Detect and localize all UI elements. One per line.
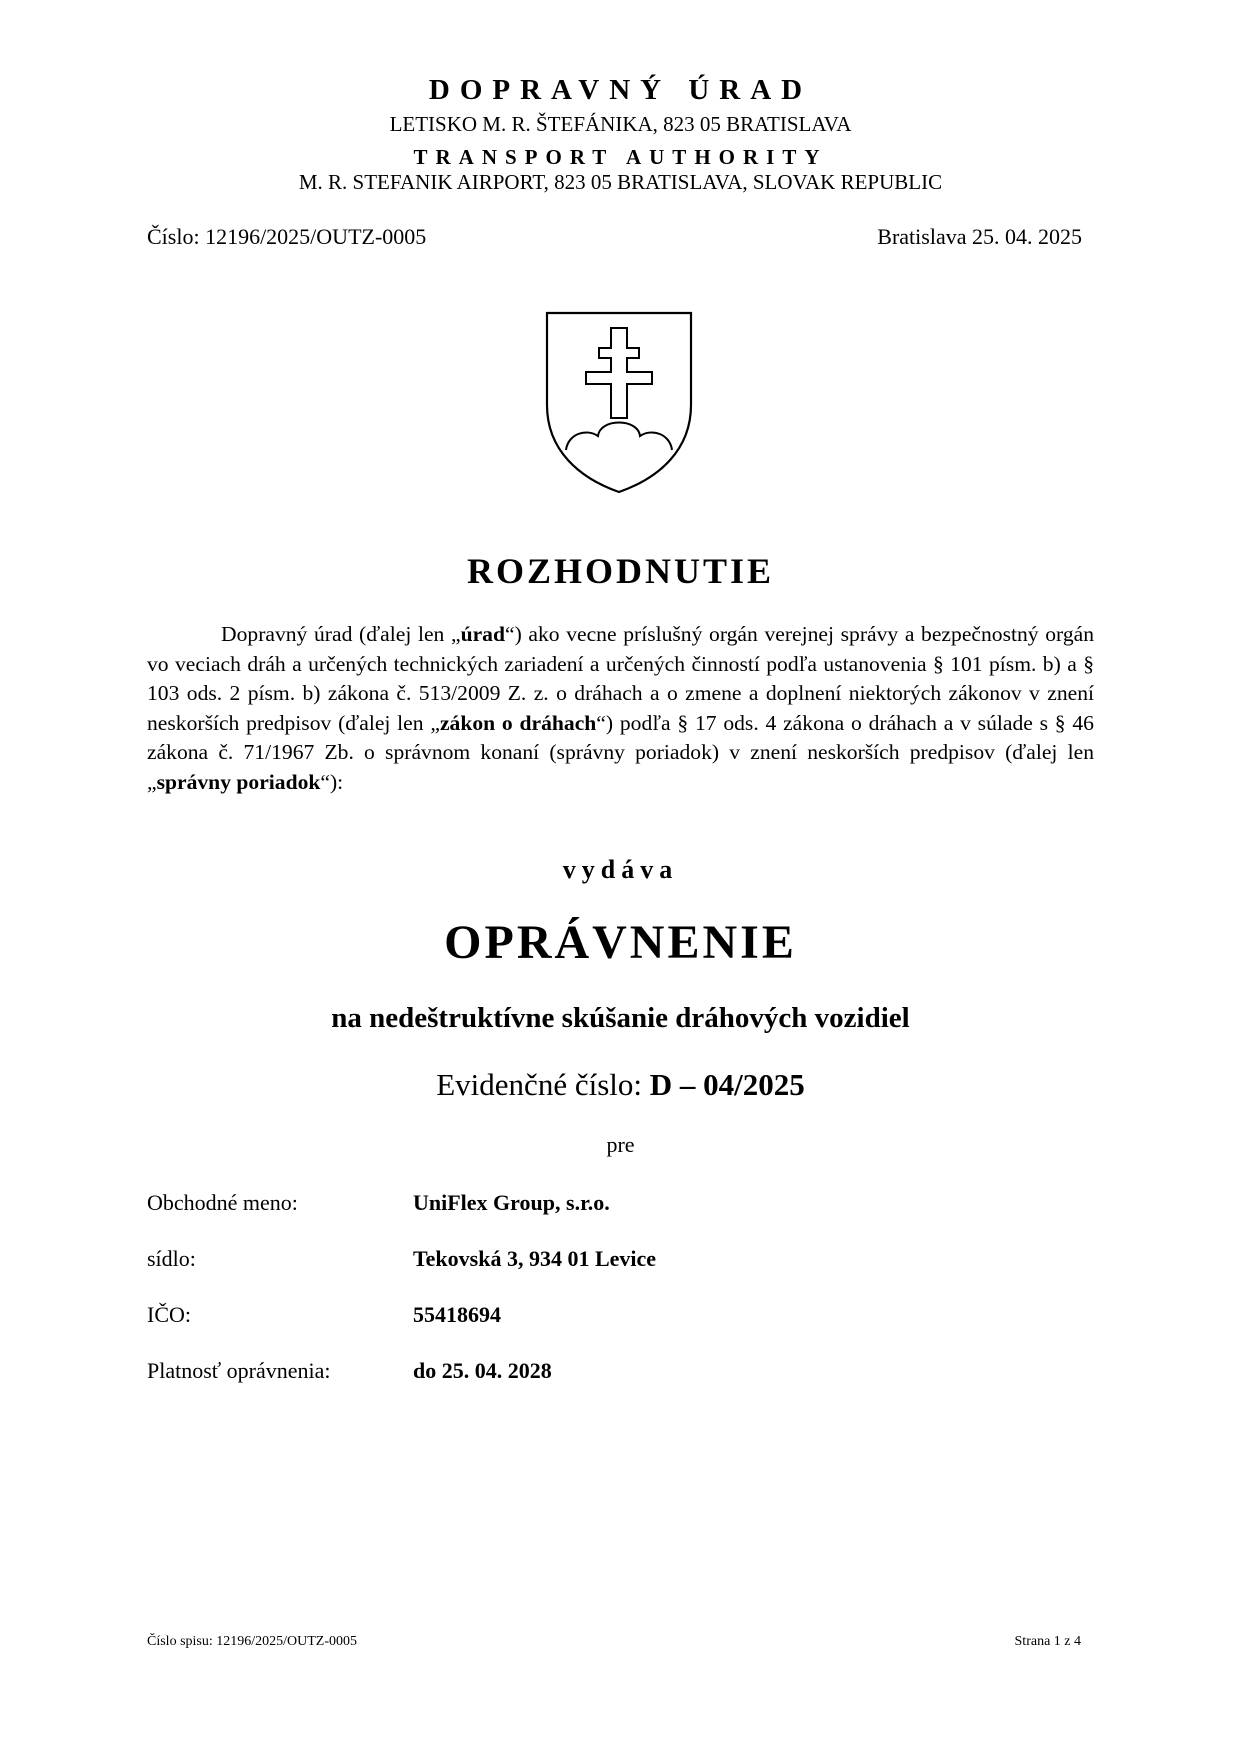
footer-page-number: Strana 1 z 4 bbox=[1014, 1634, 1081, 1649]
permit-subject: na nedeštruktívne skúšanie dráhových vozidiel bbox=[331, 1002, 910, 1034]
issues-label: vydáva bbox=[562, 855, 679, 884]
intro-text-3: “) podľa § 17 ods. 4 zákona o dráhach a v súlade s § 46 zákona č. 71/1967 Zb. o správnom konaní (správny poriadok) v znení neskorších predpisov (ďalej len „ bbox=[147, 710, 1094, 794]
evidence-number: D – 04/2025 bbox=[649, 1067, 805, 1102]
decision-title: ROZHODNUTIE bbox=[466, 551, 775, 591]
holder-value-seat: Tekovská 3, 934 01 Levice bbox=[413, 1246, 657, 1271]
document-number: Číslo: 12196/2025/OUTZ-0005 bbox=[147, 224, 427, 249]
intro-bold-urad: úrad bbox=[460, 622, 505, 646]
holder-value-name: UniFlex Group, s.r.o. bbox=[413, 1190, 610, 1215]
holder-value-validity: do 25. 04. 2028 bbox=[413, 1358, 552, 1383]
authority-address-en: M. R. STEFANIK AIRPORT, 823 05 BRATISLAVA, SLOVAK REPUBLIC bbox=[298, 170, 943, 194]
authority-address-sk: LETISKO M. R. ŠTEFÁNIKA, 823 05 BRATISLAVA bbox=[389, 112, 852, 136]
evidence-line bbox=[0, 1067, 1241, 1103]
holder-label-ico: IČO: bbox=[147, 1302, 191, 1327]
authority-name-en: TRANSPORT AUTHORITY bbox=[413, 145, 828, 169]
intro-bold-poriadok: správny poriadok bbox=[156, 769, 321, 794]
intro-text-4: “): bbox=[320, 769, 344, 794]
intro-paragraph bbox=[147, 620, 1094, 797]
holder-label-seat: sídlo: bbox=[147, 1246, 196, 1271]
holder-value-ico: 55418694 bbox=[413, 1302, 501, 1327]
evidence-label: Evidenčné číslo: bbox=[436, 1067, 650, 1102]
permit-title: OPRÁVNENIE bbox=[444, 916, 797, 969]
holder-label-validity: Platnosť oprávnenia: bbox=[147, 1358, 331, 1383]
intro-text-1: Dopravný úrad (ďalej len „ bbox=[221, 622, 461, 646]
place-date: Bratislava 25. 04. 2025 bbox=[877, 224, 1082, 249]
for-label: pre bbox=[606, 1132, 635, 1157]
footer-file-number: Číslo spisu: 12196/2025/OUTZ-0005 bbox=[147, 1634, 358, 1649]
authority-name-sk: DOPRAVNÝ ÚRAD bbox=[428, 74, 813, 106]
intro-bold-zakon: zákon o dráhach bbox=[439, 710, 597, 735]
coat-of-arms-icon bbox=[544, 310, 694, 495]
holder-label-name: Obchodné meno: bbox=[147, 1190, 298, 1215]
intro-text-2: “) ako vecne príslušný orgán verejnej správy a bezpečnostný orgán vo veciach dráh a určených technických zariadení a určených činností podľa ustanovenia § 101 písm. b) a § 103 ods. 2 písm. b) zákona č. 513/2009 Z. z. o dráhach a o zmene a doplnení niektorých zákonov v znení neskorších predpisov (ďalej len „ bbox=[147, 622, 1094, 735]
